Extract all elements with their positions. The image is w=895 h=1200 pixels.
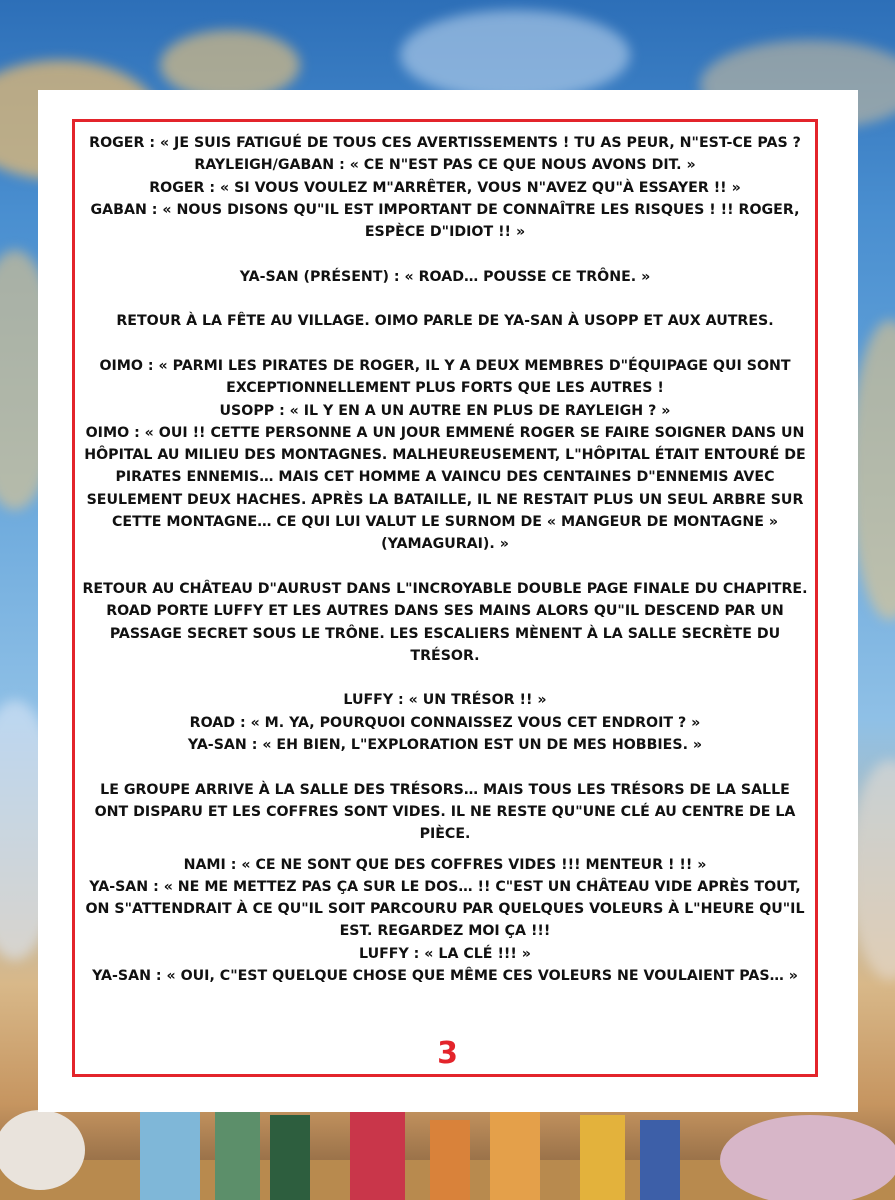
line-ya-san-present: YA-SAN (PRÉSENT) : « ROAD… POUSSE CE TRÔNE. » (239, 268, 651, 285)
line-roger-1: ROGER : « JE SUIS FATIGUÉ DE TOUS CES AVERTISSEMENTS ! TU AS PEUR, N"EST-CE PAS ? (89, 135, 801, 151)
line-luffy-1: LUFFY : « UN TRÉSOR !! » (343, 692, 547, 709)
spacer (82, 756, 808, 778)
cloud (400, 10, 630, 100)
line-ya-san-1: YA-SAN : « EH BIEN, L"EXPLORATION EST UN DE MES HOBBIES. » (187, 737, 703, 754)
line-oimo-1: OIMO : « PARMI LES PIRATES DE ROGER, IL Y A DEUX MEMBRES D"ÉQUIPAGE QUI SONT EXCEPTIONNELLEMENT PLUS FORTS QUE LES AUTRES ! (99, 357, 791, 397)
line-gaban: GABAN : « NOUS DISONS QU"IL EST IMPORTANT DE CONNAÎTRE LES RISQUES ! !! ROGER, ESPÈCE D"IDIOT !! » (90, 201, 800, 241)
line-retour-chateau: RETOUR AU CHÂTEAU D"AURUST DANS L"INCROYABLE DOUBLE PAGE FINALE DU CHAPITRE. ROAD PORTE LUFFY ET LES AUTRES DANS SES MAINS ALORS QU"IL DESCEND PAR UN PASSAGE SECRET SOUS LE TRÔNE. LES ESCALIERS MÈNENT À LA SALLE SECRÈTE DU TRÉSOR. (82, 580, 808, 664)
line-ya-san-2: YA-SAN : « NE ME METTEZ PAS ÇA SUR LE DOS… !! C"EST UN CHÂTEAU VIDE APRÈS TOUT, ON S"ATTENDRAIT À CE QU"IL SOIT PARCOURU PAR QUELQUES VOLEURS À L"HEURE QU"IL EST. REGARDEZ MOI ÇA !!! (85, 878, 805, 940)
spacer (82, 288, 808, 310)
spacer (82, 333, 808, 355)
page-number: 3 (437, 1036, 458, 1071)
line-oimo-2: OIMO : « OUI !! CETTE PERSONNE A UN JOUR EMMENÉ ROGER SE FAIRE SOIGNER DANS UN HÔPITAL AU MILIEU DES MONTAGNES. MALHEUREUSEMENT, L"HÔPITAL ÉTAIT ENTOURÉ DE PIRATES ENNEMIS… MAIS CET HOMME A VAINCU DES CENTAINES D"ENNEMIS AVEC SEULEMENT DEUX HACHES. APRÈS LA BATAILLE, IL NE RESTAIT PLUS UN SEUL ARBRE SUR CETTE MONTAGNE… CE QUI LUI VALUT LE SURNOM DE « MANGEUR DE MONTAGNE » (YAMAGURAI). » (84, 424, 806, 553)
line-usopp: USOPP : « IL Y EN A UN AUTRE EN PLUS DE RAYLEIGH ? » (219, 402, 671, 419)
line-luffy-2: LUFFY : « LA CLÉ !!! » (359, 945, 531, 962)
line-retour-fete: RETOUR À LA FÊTE AU VILLAGE. OIMO PARLE DE YA-SAN À USOPP ET AUX AUTRES. (116, 313, 774, 330)
spacer (82, 556, 808, 578)
summary-text (82, 132, 808, 987)
spacer (82, 846, 808, 854)
line-groupe: LE GROUPE ARRIVE À LA SALLE DES TRÉSORS… MAIS TOUS LES TRÉSORS DE LA SALLE ONT DISPARU ET LES COFFRES SONT VIDES. IL NE RESTE QU"UNE CLÉ AU CENTRE DE LA PIÈCE. (94, 781, 796, 843)
line-road: ROAD : « M. YA, POURQUOI CONNAISSEZ VOUS CET ENDROIT ? » (189, 714, 701, 731)
spacer (82, 243, 808, 265)
line-ya-san-3: YA-SAN : « OUI, C"EST QUELQUE CHOSE QUE MÊME CES VOLEURS NE VOULAIENT PAS… » (92, 967, 798, 984)
line-rayleigh-gaban: RAYLEIGH/GABAN : « CE N"EST PAS CE QUE NOUS AVONS DIT. » (194, 157, 696, 174)
line-roger-2: ROGER : « SI VOUS VOULEZ M"ARRÊTER, VOUS N"AVEZ QU"À ESSAYER !! » (149, 179, 741, 196)
spacer (82, 667, 808, 689)
line-nami: NAMI : « CE NE SONT QUE DES COFFRES VIDES !!! MENTEUR ! !! » (183, 856, 707, 873)
